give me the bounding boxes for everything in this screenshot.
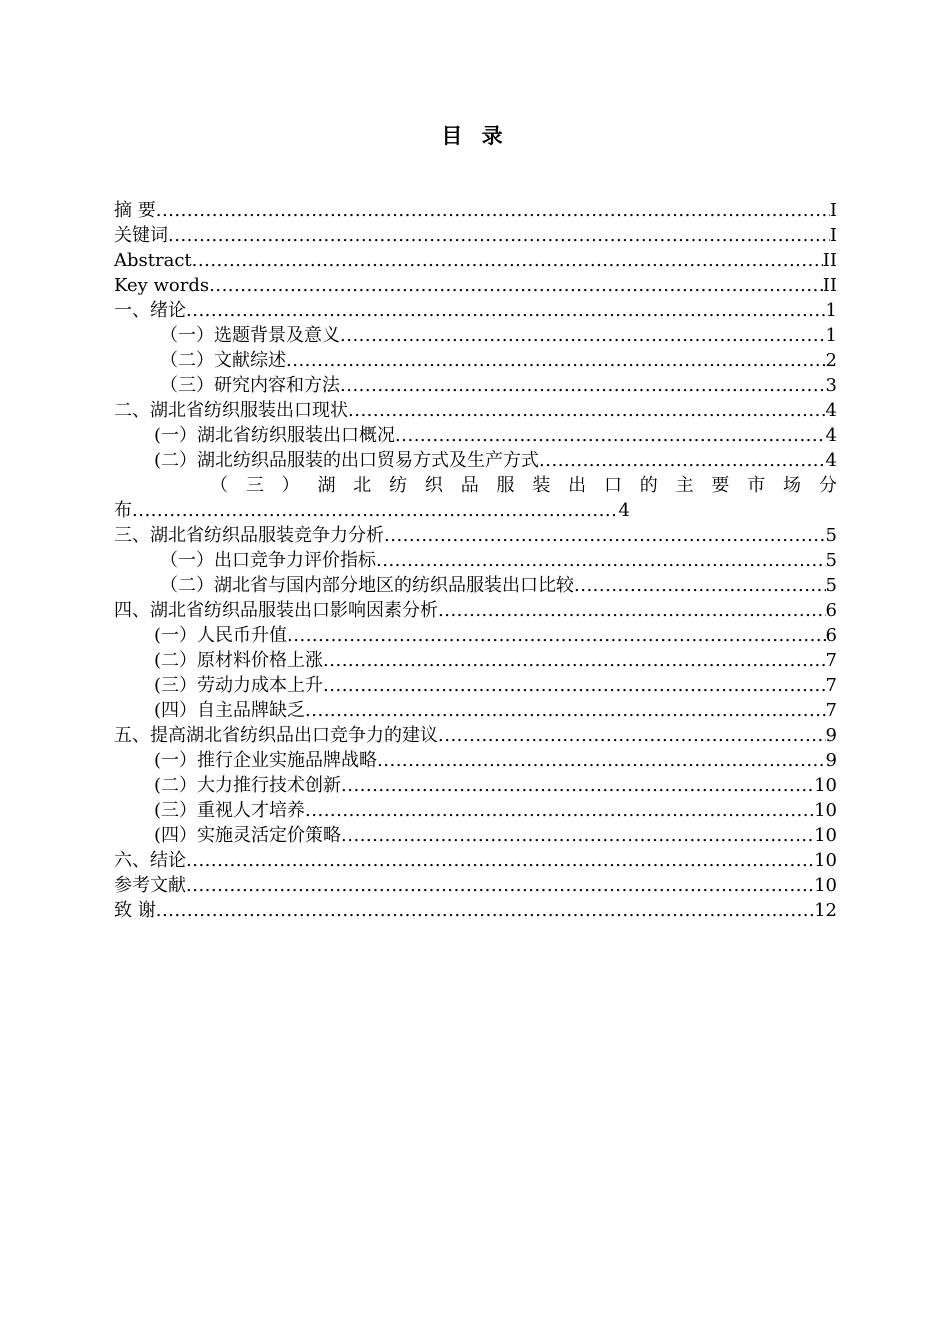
toc-char: 品 bbox=[460, 475, 479, 496]
dot-leader bbox=[186, 298, 826, 323]
toc-entry-label: (四）实施灵活定价策略 bbox=[154, 825, 342, 846]
toc-entry-label: (三）劳动力成本上升 bbox=[154, 675, 324, 696]
toc-char: 装 bbox=[532, 475, 551, 496]
toc-entry-page: 7 bbox=[825, 700, 837, 721]
toc-char: ） bbox=[281, 475, 300, 496]
dot-leader bbox=[395, 423, 826, 448]
toc-entry-page: 4 bbox=[825, 425, 837, 446]
toc-char: 要 bbox=[711, 475, 730, 496]
toc-char: 三 bbox=[245, 475, 264, 496]
dot-leader bbox=[377, 748, 826, 773]
toc-entry-page: 3 bbox=[825, 375, 837, 396]
toc-entry-page: 6 bbox=[825, 600, 837, 621]
dot-leader bbox=[384, 523, 826, 548]
dot-leader bbox=[132, 498, 619, 523]
toc-entry-label: (一）湖北省纺织服装出口概况 bbox=[154, 425, 396, 446]
toc-entry-label: (四）自主品牌缺乏 bbox=[154, 700, 306, 721]
dot-leader bbox=[156, 898, 814, 923]
toc-entry-label: (一）推行企业实施品牌战略 bbox=[154, 750, 378, 771]
toc-char: 分 bbox=[818, 475, 837, 496]
toc-char: 的 bbox=[639, 475, 658, 496]
dot-leader bbox=[156, 198, 830, 223]
toc-entry[interactable] bbox=[114, 398, 837, 423]
toc-entry-page: 9 bbox=[825, 725, 837, 746]
toc-entry[interactable] bbox=[114, 848, 837, 873]
toc-char: 口 bbox=[603, 475, 622, 496]
toc-entry-page: 10 bbox=[814, 775, 837, 796]
dot-leader bbox=[438, 598, 826, 623]
dot-leader bbox=[341, 823, 814, 848]
toc-entry-label: （三）研究内容和方法 bbox=[160, 375, 340, 396]
toc-char: （ bbox=[210, 475, 228, 496]
toc-entry-label: (二）湖北纺织品服装的出口贸易方式及生产方式 bbox=[154, 450, 540, 471]
toc-entry-page: 10 bbox=[814, 875, 837, 896]
toc-entry-page: 6 bbox=[825, 625, 837, 646]
toc-entry-page: 10 bbox=[814, 800, 837, 821]
dot-leader bbox=[341, 773, 814, 798]
dot-leader bbox=[305, 798, 814, 823]
toc-entry[interactable] bbox=[114, 648, 837, 673]
dot-leader bbox=[305, 698, 826, 723]
toc-entry[interactable] bbox=[114, 298, 837, 323]
toc-char: 市 bbox=[747, 475, 766, 496]
toc-entry-page: 2 bbox=[825, 350, 837, 371]
toc-entry-page: 10 bbox=[814, 825, 837, 846]
toc-entry-label: (一）人民币升值 bbox=[154, 625, 288, 646]
toc-entry-page: 5 bbox=[825, 525, 837, 546]
toc-entry[interactable] bbox=[114, 748, 837, 773]
dot-leader bbox=[287, 623, 826, 648]
toc-entry-label: 三、湖北省纺织品服装竞争力分析 bbox=[114, 525, 384, 546]
toc-entry-label: (二）大力推行技术创新 bbox=[154, 775, 342, 796]
dot-leader bbox=[323, 673, 826, 698]
toc-entry-label: Key words bbox=[114, 275, 210, 296]
toc-entry-page: 9 bbox=[825, 750, 837, 771]
toc-entry-label: 关键词 bbox=[114, 225, 168, 246]
toc-entry[interactable] bbox=[114, 348, 837, 373]
toc-entry-label: （二）湖北省与国内部分地区的纺织品服装出口比较 bbox=[160, 575, 574, 596]
toc-title: 目 录 bbox=[441, 124, 509, 148]
toc-entry-page: 10 bbox=[814, 850, 837, 871]
toc-char: 北 bbox=[353, 475, 372, 496]
dot-leader bbox=[209, 273, 823, 298]
toc-entry[interactable] bbox=[114, 198, 837, 223]
toc-entry-label: (三）重视人才培养 bbox=[154, 800, 306, 821]
toc-char: 主 bbox=[675, 475, 694, 496]
toc-entry-label: 摘 要 bbox=[114, 200, 156, 221]
dot-leader bbox=[539, 448, 826, 473]
dot-leader bbox=[574, 573, 826, 598]
toc-entry[interactable] bbox=[114, 873, 837, 898]
toc-char: 湖 bbox=[317, 475, 336, 496]
toc-entry-label: 五、提高湖北省纺织品出口竞争力的建议 bbox=[114, 725, 438, 746]
toc-entry-label: 一、绪论 bbox=[114, 300, 186, 321]
toc-entry-label: 参考文献 bbox=[114, 875, 186, 896]
toc-entry[interactable] bbox=[114, 248, 837, 273]
table-of-contents bbox=[114, 198, 837, 923]
toc-entry-label: 四、湖北省纺织品服装出口影响因素分析 bbox=[114, 600, 438, 621]
toc-entry-page: 4 bbox=[618, 500, 630, 521]
toc-entry[interactable] bbox=[114, 223, 837, 248]
toc-entry[interactable] bbox=[114, 898, 837, 923]
toc-char: 出 bbox=[568, 475, 587, 496]
toc-entry-label: （一）出口竞争力评价指标 bbox=[160, 550, 376, 571]
toc-entry-page: 1 bbox=[825, 325, 837, 346]
toc-entry[interactable] bbox=[114, 323, 837, 348]
toc-entry-page: II bbox=[822, 275, 837, 296]
toc-entry[interactable] bbox=[114, 523, 837, 548]
toc-entry-label: （一）选题背景及意义 bbox=[160, 325, 340, 346]
toc-entry[interactable] bbox=[114, 548, 837, 573]
dot-leader bbox=[186, 873, 814, 898]
dot-leader bbox=[323, 648, 826, 673]
dot-leader bbox=[286, 348, 826, 373]
toc-entry[interactable] bbox=[114, 573, 837, 598]
toc-char: 场 bbox=[783, 475, 801, 496]
toc-entry[interactable] bbox=[114, 623, 837, 648]
toc-entry-page: I bbox=[829, 225, 837, 246]
toc-entry[interactable] bbox=[114, 798, 837, 823]
toc-entry-label: (二）原材料价格上涨 bbox=[154, 650, 324, 671]
toc-entry[interactable] bbox=[114, 673, 837, 698]
toc-entry-page: 7 bbox=[825, 675, 837, 696]
dot-leader bbox=[376, 548, 826, 573]
toc-entry-label: 致 谢 bbox=[114, 900, 156, 921]
toc-entry-wrapped-line2[interactable] bbox=[114, 498, 630, 523]
toc-entry[interactable] bbox=[114, 373, 837, 398]
dot-leader bbox=[192, 248, 823, 273]
toc-char: 纺 bbox=[389, 475, 408, 496]
toc-entry-page: 7 bbox=[825, 650, 837, 671]
toc-entry-label: 六、结论 bbox=[114, 850, 186, 871]
dot-leader bbox=[438, 723, 826, 748]
toc-entry-label: Abstract bbox=[114, 250, 192, 271]
toc-entry-page: 12 bbox=[814, 900, 837, 921]
toc-entry-page: 1 bbox=[825, 300, 837, 321]
toc-char: 织 bbox=[424, 475, 443, 496]
toc-entry[interactable] bbox=[114, 598, 837, 623]
toc-entry-page: 4 bbox=[825, 450, 837, 471]
toc-char: 服 bbox=[496, 475, 515, 496]
toc-entry[interactable] bbox=[114, 823, 837, 848]
toc-entry[interactable] bbox=[114, 448, 837, 473]
toc-entry-label: 布 bbox=[114, 500, 132, 521]
toc-entry-page: I bbox=[829, 200, 837, 221]
toc-entry[interactable] bbox=[114, 698, 837, 723]
dot-leader bbox=[348, 398, 826, 423]
toc-entry-wrapped-line1[interactable] bbox=[114, 473, 837, 498]
toc-entry-page: II bbox=[822, 250, 837, 271]
toc-entry[interactable] bbox=[114, 773, 837, 798]
toc-entry-page: 4 bbox=[825, 400, 837, 421]
toc-entry[interactable] bbox=[114, 273, 837, 298]
dot-leader bbox=[168, 223, 830, 248]
dot-leader bbox=[340, 323, 826, 348]
toc-entry-page: 5 bbox=[825, 575, 837, 596]
toc-entry-page: 5 bbox=[825, 550, 837, 571]
toc-entry-label: 二、湖北省纺织服装出口现状 bbox=[114, 400, 348, 421]
toc-entry-label: （二）文献综述 bbox=[160, 350, 286, 371]
dot-leader bbox=[340, 373, 826, 398]
toc-entry[interactable] bbox=[114, 423, 837, 448]
toc-entry[interactable] bbox=[114, 723, 837, 748]
dot-leader bbox=[186, 848, 814, 873]
